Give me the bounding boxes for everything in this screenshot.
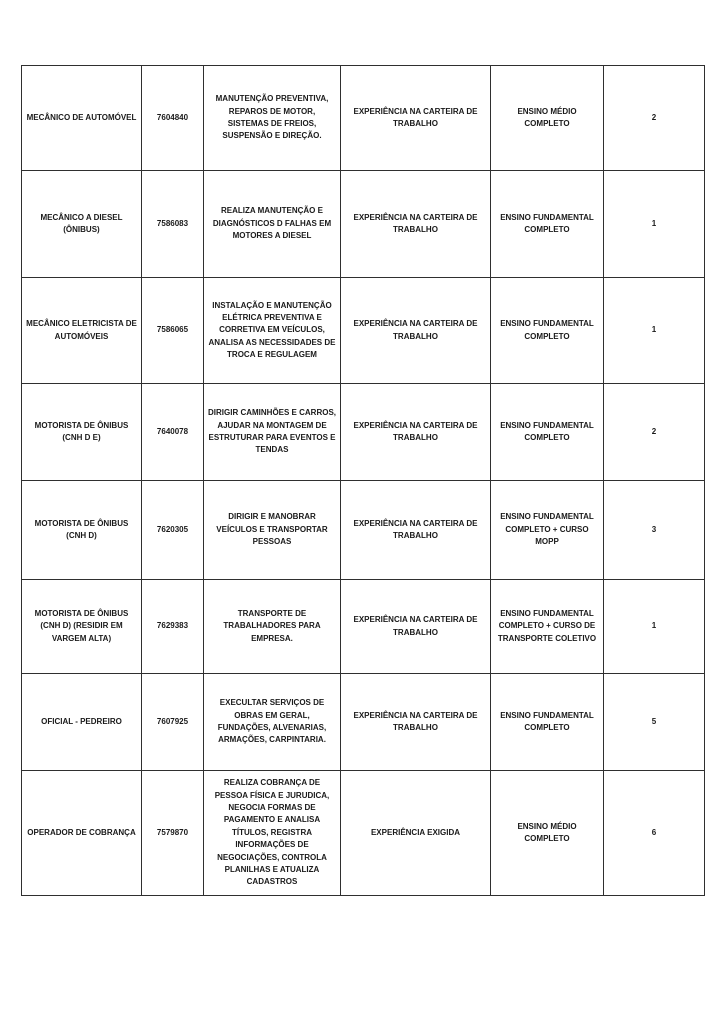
table-row [22, 481, 705, 580]
description-cell: DIRIGIR CAMINHÕES E CARROS, AJUDAR NA MONTAGEM DE ESTRUTURAR PARA EVENTOS E TENDAS [204, 384, 341, 481]
description-cell: MANUTENÇÃO PREVENTIVA, REPAROS DE MOTOR, SISTEMAS DE FREIOS, SUSPENSÃO E DIREÇÃO. [204, 66, 341, 171]
occupation-cell: MOTORISTA DE ÔNIBUS (CNH D) [22, 481, 142, 580]
code-cell: 7604840 [142, 66, 204, 171]
code-cell: 7579870 [142, 771, 204, 896]
experience-cell: EXPERIÊNCIA NA CARTEIRA DE TRABALHO [341, 580, 491, 674]
vacancy-count-cell: 1 [604, 580, 705, 674]
experience-cell: EXPERIÊNCIA NA CARTEIRA DE TRABALHO [341, 384, 491, 481]
experience-cell: EXPERIÊNCIA NA CARTEIRA DE TRABALHO [341, 278, 491, 384]
occupation-cell: MECÂNICO A DIESEL (ÔNIBUS) [22, 171, 142, 278]
code-cell: 7629383 [142, 580, 204, 674]
occupation-cell: OPERADOR DE COBRANÇA [22, 771, 142, 896]
occupation-cell: MOTORISTA DE ÔNIBUS (CNH D E) [22, 384, 142, 481]
education-cell: ENSINO FUNDAMENTAL COMPLETO [491, 278, 604, 384]
occupation-cell: OFICIAL - PEDREIRO [22, 674, 142, 771]
code-cell: 7586083 [142, 171, 204, 278]
vacancy-count-cell: 1 [604, 171, 705, 278]
table-row [22, 580, 705, 674]
experience-cell: EXPERIÊNCIA NA CARTEIRA DE TRABALHO [341, 66, 491, 171]
description-cell: INSTALAÇÃO E MANUTENÇÃO ELÉTRICA PREVENTIVA E CORRETIVA EM VEÍCULOS, ANALISA AS NECESSIDADES DE TROCA E REGULAGEM [204, 278, 341, 384]
table-row [22, 171, 705, 278]
description-cell: DIRIGIR E MANOBRAR VEÍCULOS E TRANSPORTAR PESSOAS [204, 481, 341, 580]
vacancy-count-cell: 5 [604, 674, 705, 771]
description-cell: TRANSPORTE DE TRABALHADORES PARA EMPRESA. [204, 580, 341, 674]
table-row [22, 66, 705, 171]
description-cell: EXECULTAR SERVIÇOS DE OBRAS EM GERAL, FUNDAÇÕES, ALVENARIAS, ARMAÇÕES, CARPINTARIA. [204, 674, 341, 771]
table-row [22, 771, 705, 896]
education-cell: ENSINO MÉDIO COMPLETO [491, 771, 604, 896]
vacancy-count-cell: 3 [604, 481, 705, 580]
vacancy-count-cell: 2 [604, 66, 705, 171]
job-vacancies-table [21, 65, 705, 896]
table-row [22, 278, 705, 384]
table-row [22, 384, 705, 481]
code-cell: 7586065 [142, 278, 204, 384]
vacancy-count-cell: 6 [604, 771, 705, 896]
vacancy-count-cell: 2 [604, 384, 705, 481]
occupation-cell: MECÂNICO DE AUTOMÓVEL [22, 66, 142, 171]
education-cell: ENSINO FUNDAMENTAL COMPLETO + CURSO DE TRANSPORTE COLETIVO [491, 580, 604, 674]
education-cell: ENSINO FUNDAMENTAL COMPLETO + CURSO MOPP [491, 481, 604, 580]
description-cell: REALIZA MANUTENÇÃO E DIAGNÓSTICOS D FALHAS EM MOTORES A DIESEL [204, 171, 341, 278]
experience-cell: EXPERIÊNCIA EXIGIDA [341, 771, 491, 896]
education-cell: ENSINO FUNDAMENTAL COMPLETO [491, 384, 604, 481]
occupation-cell: MOTORISTA DE ÔNIBUS (CNH D) (RESIDIR EM VARGEM ALTA) [22, 580, 142, 674]
experience-cell: EXPERIÊNCIA NA CARTEIRA DE TRABALHO [341, 171, 491, 278]
code-cell: 7620305 [142, 481, 204, 580]
occupation-cell: MECÂNICO ELETRICISTA DE AUTOMÓVEIS [22, 278, 142, 384]
education-cell: ENSINO FUNDAMENTAL COMPLETO [491, 171, 604, 278]
code-cell: 7607925 [142, 674, 204, 771]
description-cell: REALIZA COBRANÇA DE PESSOA FÍSICA E JURUDICA, NEGOCIA FORMAS DE PAGAMENTO E ANALISA TÍTULOS, REGISTRA INFORMAÇÕES DE NEGOCIAÇÕES, CONTROLA PLANILHAS E ATUALIZA CADASTROS [204, 771, 341, 896]
vacancy-count-cell: 1 [604, 278, 705, 384]
table-row [22, 674, 705, 771]
experience-cell: EXPERIÊNCIA NA CARTEIRA DE TRABALHO [341, 481, 491, 580]
experience-cell: EXPERIÊNCIA NA CARTEIRA DE TRABALHO [341, 674, 491, 771]
education-cell: ENSINO MÉDIO COMPLETO [491, 66, 604, 171]
code-cell: 7640078 [142, 384, 204, 481]
education-cell: ENSINO FUNDAMENTAL COMPLETO [491, 674, 604, 771]
